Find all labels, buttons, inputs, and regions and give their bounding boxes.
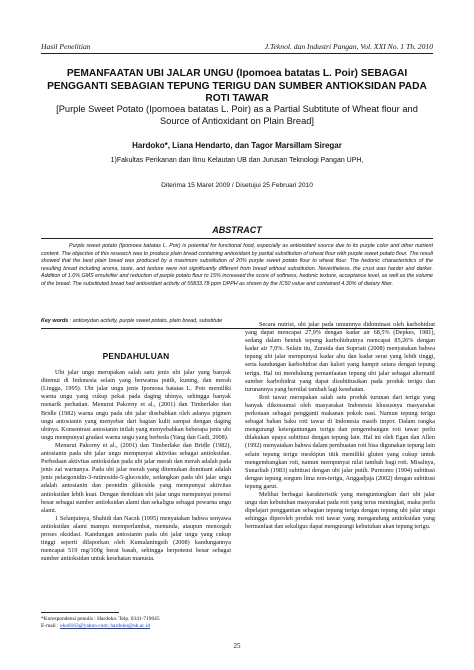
header-journal-citation: J.Teknol. dan Industri Pangan, Vol. XXI No. 1 Th. 2010	[264, 42, 433, 51]
page-number: 25	[233, 642, 241, 650]
body-paragraph: Menurut Pakorny et al., (2001) dan Timberlake dan Bridle (1982), antosianin pada ubi jalar ungu mempunyai aktivitas sebagai antioksidan. Perbedaan aktivitas antioksidan pada ubi jalar merah dan merah adalah pada jenis zat warnanya. Pada ubi jalar merah yang ditemukan dominant adalah jenis pelargonidin-3-rutinoside-5-glucoside, sedangkan pada ubi jalar ungu adalah antosianin dan peonidin glikosida yang mempunyai aktivitas antioksidan lebih kuat. Dengan demikian ubi jalar ungu mempunyai potensi besar sebagai sumber antioksidan alami dan sekaligus sebagai pewarna ungu alami.	[41, 441, 231, 514]
abstract-text: Purple sweet potato (Ipomoea batatas L. Poir) is potential for functional food, especially as antioxidant source due to its purple color and other nutrient content. The objective of this research was to produce plain bread containing antioxidant by partial substitution of wheat flour with purple sweet potato flour. The result showed that the best plain bread was produced by a maximum substitution of 20% purple sweet potato flour to wheat flour. The hedonic characteristics of the resulting bread including aroma, taste, and texture were not significantly different from bread without substitution. Nevertheless, the crust was harder and darker. Addition of 1.0% GMS emulsifier and reduction of purple potato flour to 15% increased the score of softness, hedonic texture, acceptance level, as well as the volume of the bread. The substituted bread had antioxidant activity of 55833.78 ppm DPPH as shown by the IC50 value and contained 4.30% of dietary fiber.	[41, 243, 433, 287]
footnote-divider	[41, 612, 119, 613]
abstract-heading: ABSTRACT	[212, 225, 262, 235]
running-header	[41, 41, 433, 53]
body-paragraph: 1 Selanjutnya, Shahidi dan Naczk (1995) menyatakan bahwa senyawa antioksidan alami mampu memperlambat, menunda, ataupun mencegah proses oksidasi. Kandungan antosianin pada ubi jalar ungu yang cukup tinggi seperti dilaporkan oleh Kumalaningsih (2008) kandungannya mencapai 519 mg/100g berat basah, sehingga berpotensi besar sebagai sumber antioksidan untuk kesehatan manusia.	[41, 514, 231, 563]
body-paragraph: Melihat berbagai karakteristik yang menguntungkan dari ubi jalar ungu dan kebutuhan masyarakat pada roti yang terus meningkat, maka perlu dipelajari penggantian sebagian tepung terigu dengan tepung ubi jalar ungu sehingga diperoleh produk roti tawar yang mengandung antioksidan yang bermanfaat dan sekaligus dapat mengurangi kebutuhan akan tepung terigu.	[245, 490, 435, 531]
left-column	[41, 339, 231, 563]
keywords-text: : antioxydan activity, purple sweet potato, plain bread, substitute	[69, 318, 223, 324]
correspondence-line: *Korespondensi penulis : Hardoko. Telp. 0341-719045	[41, 616, 160, 622]
author-list: Hardoko*, Liana Hendarto, dan Tagor Marsillam Siregar	[132, 141, 342, 150]
abstract-divider	[41, 238, 433, 239]
section-heading-introduction: PENDAHULUAN	[102, 351, 170, 361]
received-accepted-dates: Diterima 15 Maret 2009 / Disetujui 25 Februari 2010	[161, 182, 313, 189]
right-column	[245, 321, 435, 531]
email-label: E-mail :	[41, 623, 60, 629]
email-links[interactable]: oko8163@yahoo.com; hardoko@ub.ac.id	[59, 623, 151, 629]
body-paragraph: Secara nutrisi, ubi jalar pada umumnya didominasi oleh karbohidrat yang dapat mencapai 27,9% dengan kadar air 68,5% (Depkes, 1981), sedang dalam bentuk tepung karbohidratnya mencapai 85,26% dengan kadar air 7,0%. Selain itu, Zuraida dan Supriati (2008) menyatakan bahwa tepung ubi jalar mempunyai kadar abu dan kadar serat yang lebih tinggi, serta kandungan karbohidrat dan kalori yang hampir setara dengan tepung terigu. Hal ini mendukung pemanfaatan tepung ubi jalar sebagai alternatif sumber karbohidrat yang dapat disubtitusikan pada produk terigu dan turunannya yang bernilai tambah lagi kesehatan.	[245, 321, 435, 393]
header-section-label: Hasil Penelitian	[41, 42, 91, 51]
article-title: PEMANFAATAN UBI JALAR UNGU (Ipomoea batatas L. Poir) SEBAGAI PENGGANTI SEBAGIAN TEPUNG TERIGU DAN SUMBER ANTIOKSIDAN PADA ROTI TAWAR	[47, 68, 427, 104]
author-affiliation: 1)Fakultas Perikanan dan Ilmu Kelautan UB dan Jurusan Teknologi Pangan UPH,	[110, 157, 364, 164]
body-paragraph: Roti tawar merupakan salah satu produk turunan dari terigu yang banyak dikonsumsi oleh masyarakat Indonesia khususnya masyarakat perkotaan sebagai pengganti makanan pokok nasi. Namun tepung terigu sebagai bahan baku roti tawar di Indonesia masih impor. Dalam rangka mengurangi ketergantungan terigu dan pengembangan roti tawar perlu dilakukan upaya subtitusi dengan tepung lain. Hal ini oleh Egan dan Allen (1992) menyatakan bahwa dalam pembuatan roti bisa digunakan tepung lain selain tepung terigu meskipun titik memiliki gluten yang cukup untuk mengembangkan roti, namun mempunyai nilai tambah bagi roti. Misalnya, Sunarliah (1983) subtitusi dengan ubi jalar putih. Purnomo (1994) subtitusi dengan tepung sorgum lima non-terigu, Anggadjaja (2002) dengan subtitusi tepung garut.	[245, 393, 435, 490]
body-paragraph: Ubi jalar ungu merupakan salah satu jenis ubi jalar yang banyak ditemui di Indonesia selain yang berwarna putih, kuning, dan merah (Lingga, 1995). Ubi jalar ungu jenis Ipomoea batatas L. Poir memiliki warna ungu yang cukup pekat pada daging ubinya, sehingga banyak menarik perhatian. Menurut Pakorny et al., (2001) dan Timberlake dan Bridle (1982) warna ungu pada ubi jalar disebabkan oleh adanya pigmen ungu antosianin yang menyebar dari bagian kulit sampai dengan daging ubinya. Konsentrasi antosianin inilah yang menyebabkan beberapa jenis ubi ungu mempunyai gradasi warna ungu yang berbeda (Yang dan Gadi, 2008).	[41, 369, 231, 441]
article-title-english: [Purple Sweet Potato (Ipomoea batatas L. Poir) as a Partial Subtitute of Wheat flour and Source of Antioxidant on Plain Bread]	[56, 104, 418, 126]
header-divider	[41, 53, 433, 54]
correspondence-footnote	[41, 616, 241, 630]
keywords-label: Key words	[41, 318, 69, 324]
email-line	[41, 623, 241, 630]
